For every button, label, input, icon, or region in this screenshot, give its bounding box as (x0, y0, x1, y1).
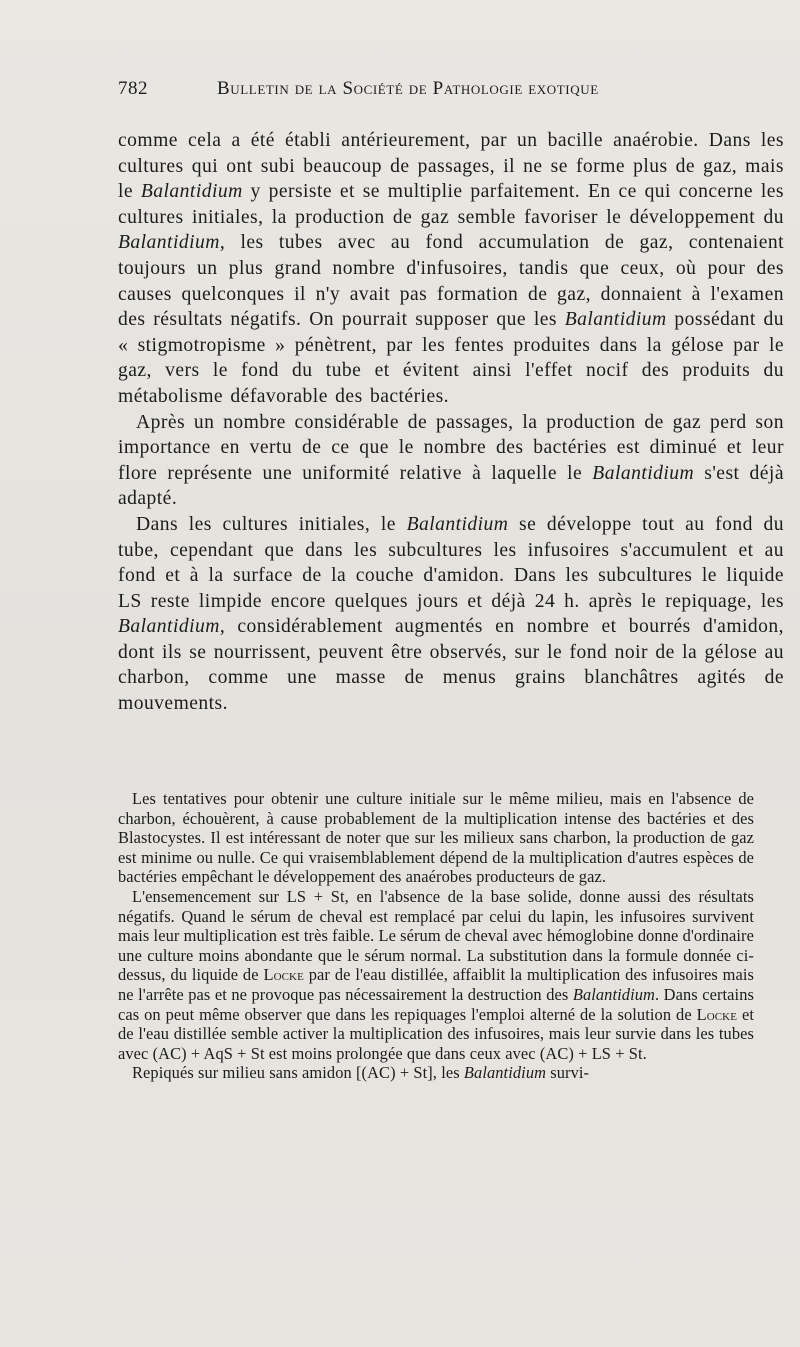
text-span: . Dans certains cas on peut même observer que dans les repiquages l'emploi alterné de la solution de (118, 984, 754, 1024)
page-header (118, 78, 670, 106)
running-title: Bulletin de la Société de Pathologie exotique (217, 78, 599, 99)
page-number: 782 (118, 78, 148, 99)
text-span: se développe tout au fond du tube, cependant que dans les subcultures les infusoires s'accumulent et au fond et à la surface de la couche d'amidon. Dans les subcultures le liquide LS reste limpide encore quelques jours et déjà 24 h. après le repiquage, les (118, 513, 784, 612)
paragraph-no-starch (118, 1063, 754, 1083)
text-span: , considérablement augmentés en nombre et bourrés d'amidon, dont ils se nourrissent, peuvent être observés, sur le fond noir de la gélose au charbon, comme une masse de menus grains blanchâtres agités de mouvements. (118, 616, 784, 715)
taxon-name: Balantidium (118, 616, 220, 638)
paragraph-ls-seeding (118, 887, 754, 1063)
author-name: Locke (263, 965, 304, 985)
text-span: s'est déjà adapté. (118, 462, 784, 510)
text-span: et de l'eau distillée semble activer la multiplication des infusoires, mais leur survie dans les tubes avec (AC) + AqS + St est moins prolongée que dans ceux avec (AC) + LS + St. (118, 1004, 754, 1063)
paragraph-charcoal-absence: Les tentatives pour obtenir une culture initiale sur le même milieu, mais en l'absence de charbon, échouèrent, à cause probablement de la multiplication intense des bactéries et des Blastocystes. Il est intéressant de noter que sur les milieux sans charbon, la production de gaz est minime ou nulle. Ce qui vraisemblablement dépend de la multiplication d'autres espèces de bactéries empêchant le développement des anaérobes producteurs de gaz. (118, 789, 754, 887)
main-body-text (118, 128, 784, 717)
taxon-name: Balantidium (572, 984, 655, 1004)
paragraph-initial-cultures (118, 512, 784, 717)
taxon-name: Balantidium (564, 309, 667, 331)
text-span: possédant du « stigmotropisme » pénètrent, par les fentes produites dans la gélose par le gaz, vers le fond du tube et évitent ainsi l'effet nocif des produits du métabolisme défavorable des bactéries. (118, 309, 785, 407)
text-span: y persiste et se multiplie parfaitement. En ce qui concerne les cultures initiales, la production de gaz semble favoriser le développement du (118, 181, 785, 228)
small-print-notes (118, 789, 754, 1083)
text-span: survi- (546, 1063, 590, 1083)
taxon-name: Balantidium (592, 462, 695, 484)
text-span: , les tubes avec au fond accumulation de gaz, contenaient toujours un plus grand nombre d'infusoires, tandis que ceux, où pour des causes quelconques il n'y avait pas formation de gaz, donnaient à l'examen des résultats négatifs. On pourrait supposer que les (118, 232, 784, 331)
paragraph-passages (118, 410, 784, 512)
taxon-name: Balantidium (140, 181, 243, 203)
text-span: L'ensemencement sur LS + St, en l'absence de la base solide, donne aussi des résultats négatifs. Quand le sérum de cheval est remplacé par celui du lapin, les infusoires survivent mais leur multiplication est très faible. Le sérum de cheval avec hémoglobine donne d'ordinaire une culture moins abondante que le sérum normal. La substitution dans la formule donnée ci-dessus, du liquide de (118, 886, 754, 985)
text-span: Dans les cultures initiales, le (136, 513, 407, 535)
taxon-name: Balantidium (118, 232, 220, 254)
taxon-name: Balantidium (406, 513, 509, 535)
author-name: Locke (696, 1004, 738, 1024)
text-span: comme cela a été établi antérieurement, par un bacille anaérobie. Dans les cultures qui ont subi beaucoup de passages, il ne se forme plus de gaz, mais le (118, 130, 784, 203)
text-span: Repiqués sur milieu sans amidon [(AC) + St], les (132, 1063, 464, 1083)
text-span: par de l'eau distillée, affaiblit la multiplication des infusoires mais ne l'arrête pas et ne provoque pas nécessairement la destruction des (118, 965, 754, 1004)
paragraph-gas-production (118, 128, 784, 410)
text-span: Après un nombre considérable de passages, la production de gaz perd son importance en vertu de ce que le nombre des bactéries est diminué et leur flore représente une uniformité relative à laquelle le (118, 411, 784, 484)
taxon-name: Balantidium (463, 1063, 547, 1083)
